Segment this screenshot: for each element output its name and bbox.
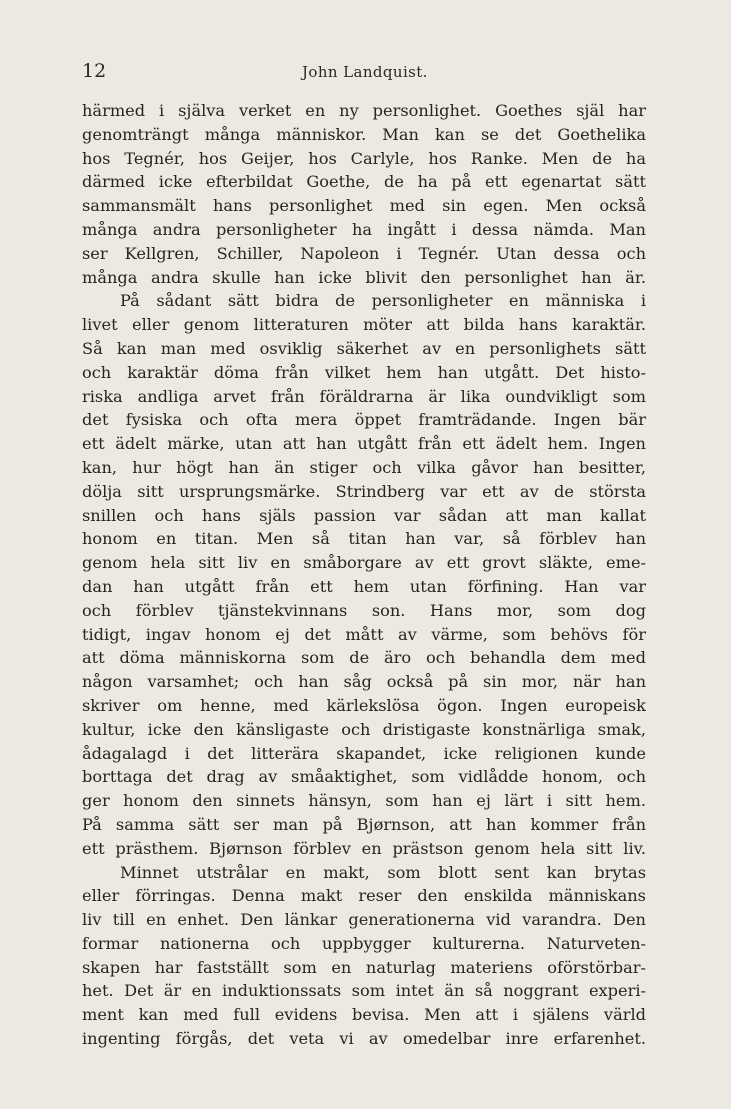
text-line: ingenting förgås, det veta vi av omedelbar inre erfarenhet. [82,1029,646,1049]
text-line: Så kan man med osviklig säkerhet av en personlighets sätt [82,338,646,358]
text-line: honom en titan. Men så titan han var, så förblev han [82,529,646,549]
running-title: John Landquist. [302,63,428,81]
text-line: hos Tegnér, hos Geijer, hos Carlyle, hos Ranke. Men de ha [82,148,646,168]
text-line: därmed icke efterbildat Goethe, de ha på ett egenartat sätt [82,172,646,192]
text-line: tidigt, ingav honom ej det mått av värme, som behövs för [82,624,646,644]
page-number: 12 [82,60,107,82]
text-line: ment kan med full evidens bevisa. Men att i själens värld [82,1005,646,1025]
text-line: genom hela sitt liv en småborgare av ett grovt släkte, eme- [82,553,646,573]
text-line: någon varsamhet; och han såg också på sin mor, när han [82,672,646,692]
text-line: och förblev tjänstekvinnans son. Hans mor, som dog [82,600,646,620]
text-line: riska andliga arvet från föräldrarna är lika oundvikligt som [82,386,646,406]
text-line: het. Det är en induktionssats som intet än så noggrant experi- [82,981,646,1001]
text-line: ådagalagd i det litterära skapandet, icke religionen kunde [82,743,646,763]
text-line: dölja sitt ursprungsmärke. Strindberg var ett av de största [82,481,646,501]
text-line: sammansmält hans personlighet med sin egen. Men också [82,196,646,216]
text-line: dan han utgått från ett hem utan förfining. Han var [82,576,646,596]
text-line: På sådant sätt bidra de personligheter en människa i [120,291,646,311]
text-line: Minnet utstrålar en makt, som blott sent kan brytas [120,862,646,882]
text-line: genomträngt många människor. Man kan se det Goethelika [82,124,646,144]
text-line: att döma människorna som de äro och behandla dem med [82,648,646,668]
text-line: ett prästhem. Bjørnson förblev en prästson genom hela sitt liv. [82,838,646,858]
text-line: härmed i själva verket en ny personlighet. Goethes själ har [82,101,646,120]
running-head [82,60,644,86]
text-line: och karaktär döma från vilket hem han utgått. Det histo- [82,362,646,382]
text-line: kultur, icke den känsligaste och dristigaste konstnärliga smak, [82,719,646,739]
text-line: ett ädelt märke, utan att han utgått från ett ädelt hem. Ingen [82,434,646,454]
text-line: eller förringas. Denna makt reser den enskilda människans [82,886,646,906]
text-line: snillen och hans själs passion var sådan att man kallat [82,505,646,525]
text-line: livet eller genom litteraturen möter att bilda hans karaktär. [82,315,646,335]
text-line: skapen har fastställt som en naturlag materiens oförstörbar- [82,957,646,977]
text-line: ser Kellgren, Schiller, Napoleon i Tegnér. Utan dessa och [82,243,646,263]
text-line: många andra skulle han icke blivit den personlighet han är. [82,267,646,287]
text-line: många andra personligheter ha ingått i dessa nämda. Man [82,219,646,239]
text-line: det fysiska och ofta mera öppet framträdande. Ingen bär [82,410,646,430]
text-line: På samma sätt ser man på Bjørnson, att han kommer från [82,814,646,834]
body-text [82,99,646,1051]
text-line: borttaga det drag av småaktighet, som vidlådde honom, och [82,767,646,787]
text-line: ger honom den sinnets hänsyn, som han ej lärt i sitt hem. [82,791,646,811]
text-line: kan, hur högt han än stiger och vilka gåvor han besitter, [82,457,646,477]
text-line: liv till en enhet. Den länkar generationerna vid varandra. Den [82,910,646,930]
text-line: skriver om henne, med kärlekslösa ögon. Ingen europeisk [82,695,646,715]
text-line: formar nationerna och uppbygger kulturerna. Naturveten- [82,933,646,953]
